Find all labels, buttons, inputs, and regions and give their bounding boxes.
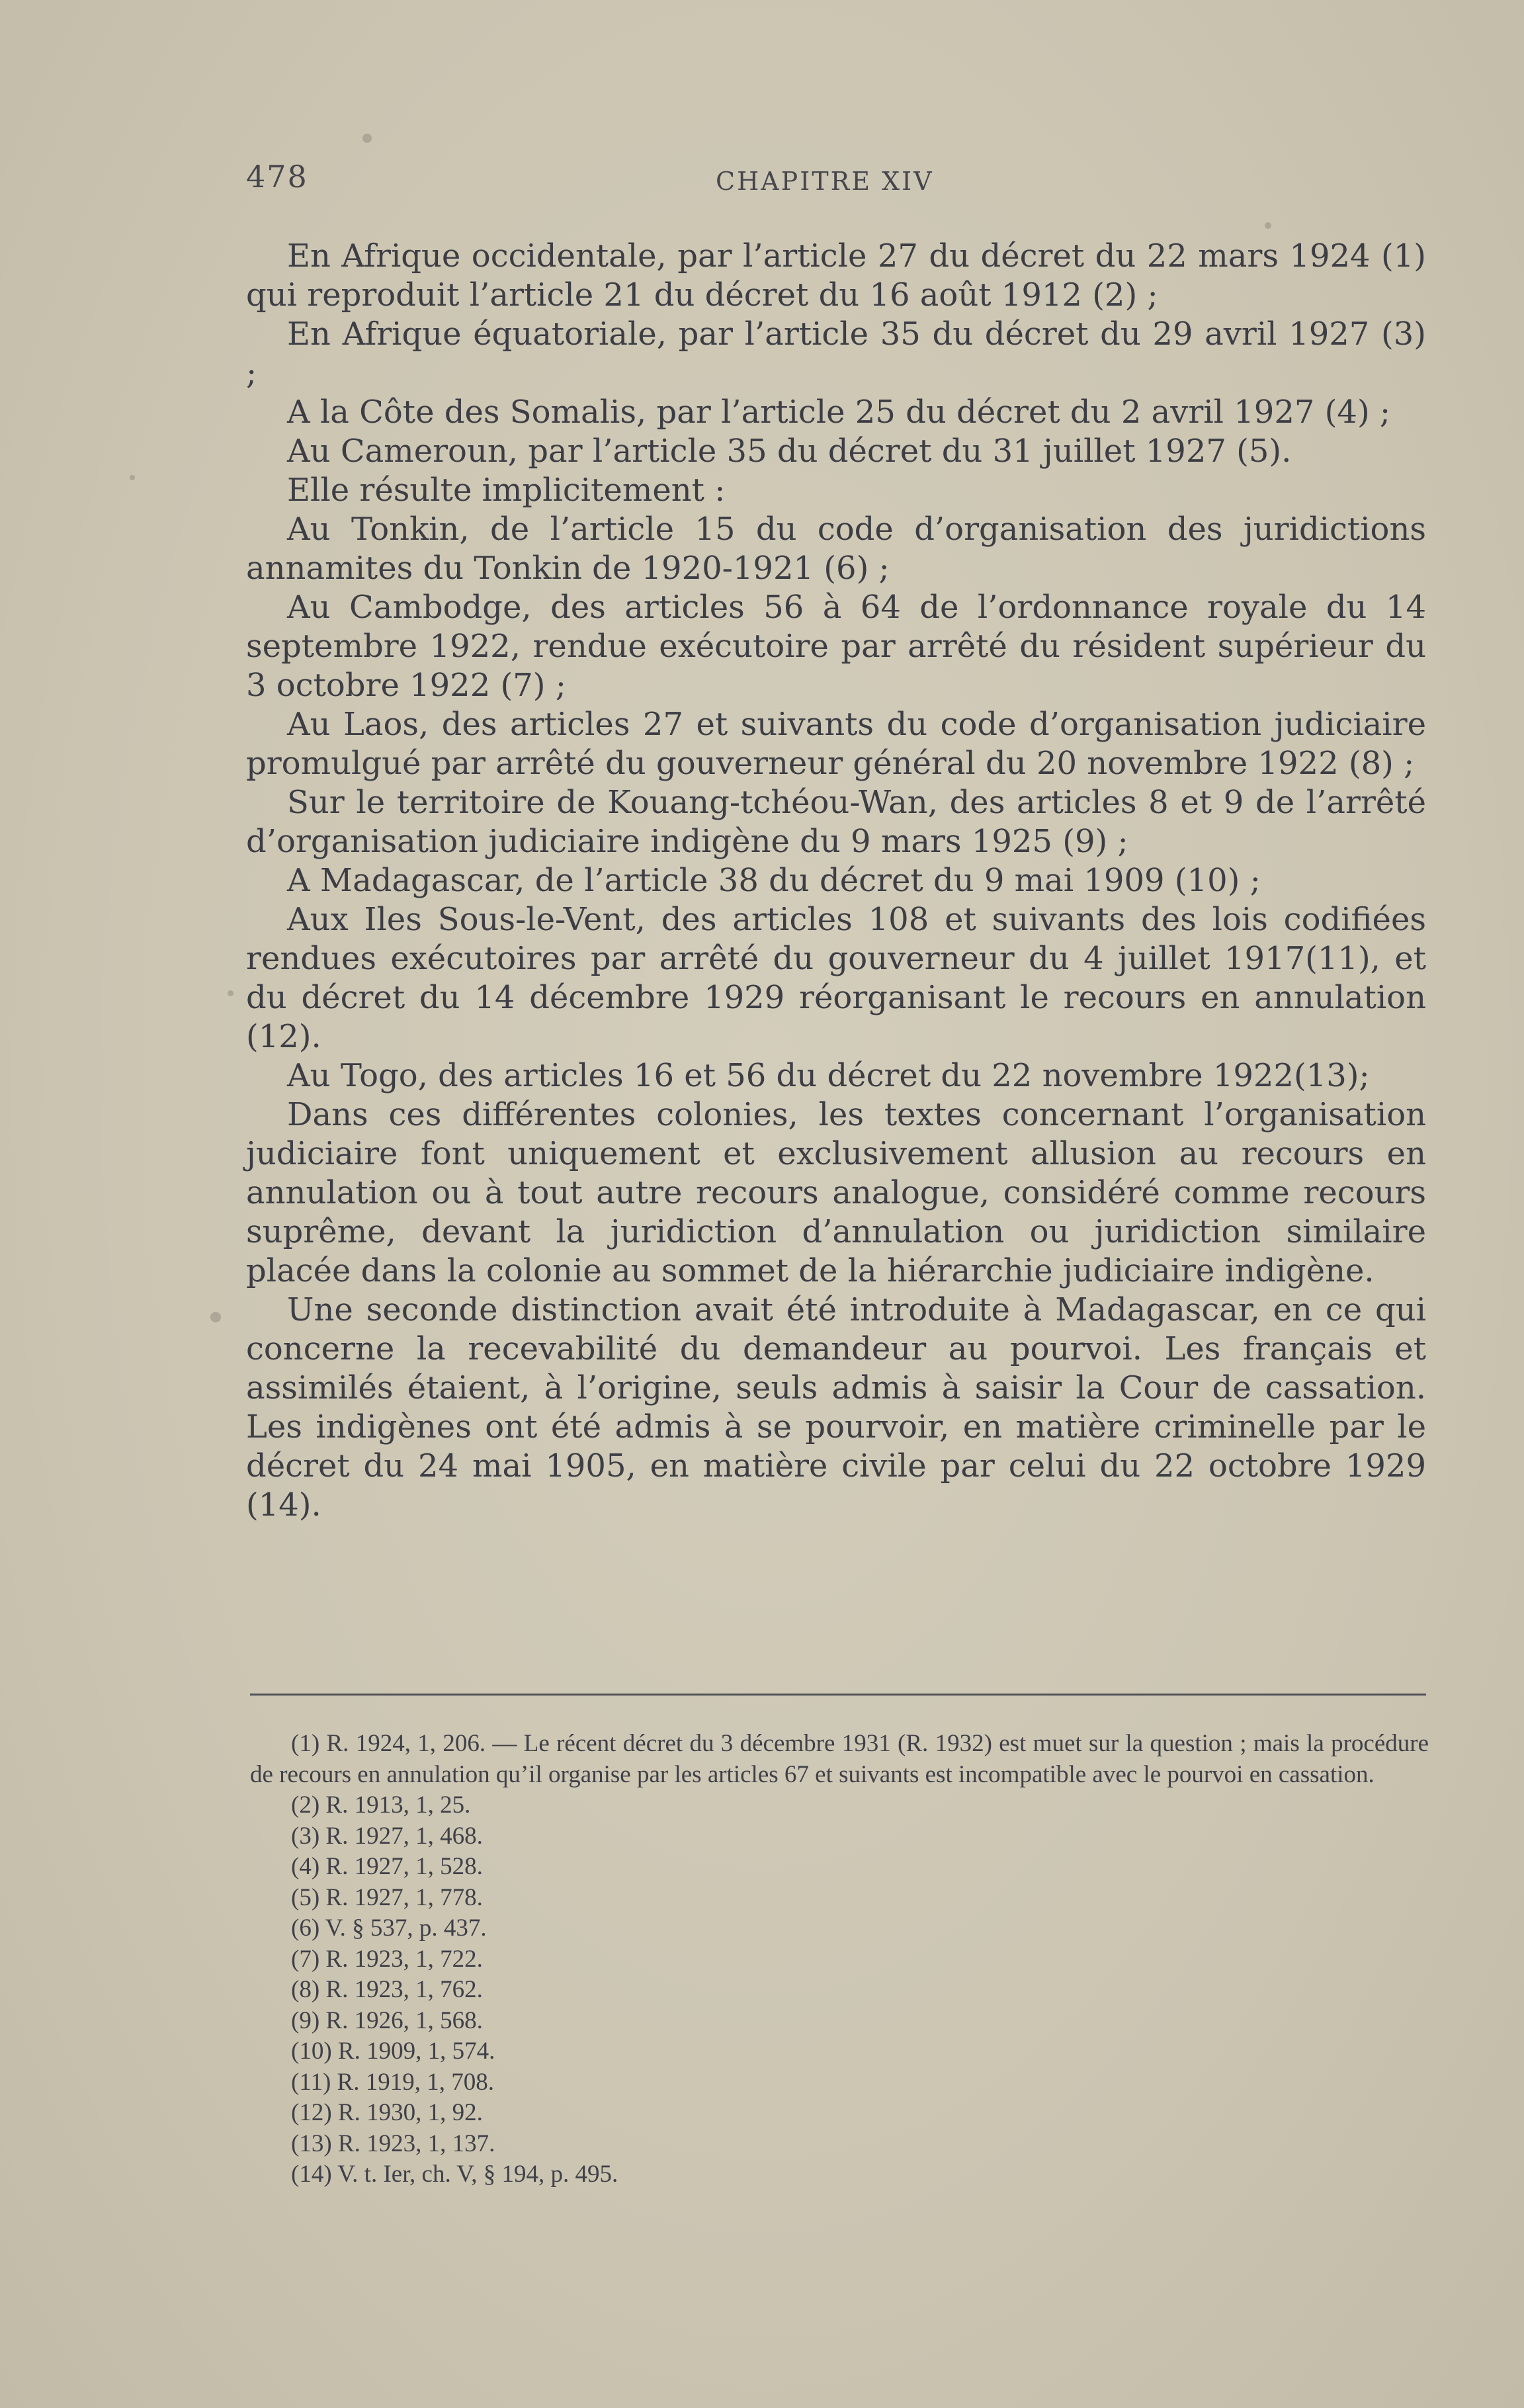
footnote: (10) R. 1909, 1, 574. bbox=[291, 2038, 495, 2065]
paper-speck bbox=[228, 990, 233, 996]
footnote: (3) R. 1927, 1, 468. bbox=[291, 1822, 483, 1850]
page-header bbox=[246, 159, 1430, 205]
paragraph: Dans ces différentes colonies, les textes concernant l’organisation judiciaire font uniquement et exclusivement allusion au recours en annulation ou à tout autre recours analogue, considéré comme recours suprême, devant la juridiction d’annulation ou juridiction similaire placée dans la colonie au sommet de la hiérarchie judiciaire indigène. bbox=[246, 1096, 1426, 1289]
paragraph: A la Côte des Somalis, par l’article 25 du décret du 2 avril 1927 (4) ; bbox=[287, 394, 1391, 431]
footnote: (4) R. 1927, 1, 528. bbox=[291, 1853, 483, 1880]
footnote: (1) R. 1924, 1, 206. — Le récent décret du 3 décembre 1931 (R. 1932) est muet sur la question ; mais la procédure de recours en annulation qu’il organise par les articles 67 et suivants est incompatible avec le pourvoi en cassation. bbox=[250, 1730, 1429, 1788]
paragraph: A Madagascar, de l’article 38 du décret du 9 mai 1909 (10) ; bbox=[287, 862, 1261, 899]
footnote: (13) R. 1923, 1, 137. bbox=[291, 2129, 495, 2157]
paragraph: Sur le territoire de Kouang-tchéou-Wan, des articles 8 et 9 de l’arrêté d’organisation judiciaire indigène du 9 mars 1925 (9) ; bbox=[246, 784, 1426, 860]
paragraph: Au Tonkin, de l’article 15 du code d’organisation des juridictions annamites du Tonkin de 1920-1921 (6) ; bbox=[246, 511, 1426, 587]
paper-speck bbox=[210, 1312, 221, 1322]
footnote: (9) R. 1926, 1, 568. bbox=[291, 2006, 483, 2034]
footnote: (14) V. t. Ier, ch. V, § 194, p. 495. bbox=[291, 2161, 618, 2188]
paragraph: Elle résulte implicitement : bbox=[287, 472, 726, 509]
paper-speck bbox=[130, 475, 135, 480]
paragraph: Une seconde distinction avait été introduite à Madagascar, en ce qui concerne la recevabilité du demandeur au pourvoi. Les français et assimilés étaient, à l’origine, seuls admis à saisir la Cour de cassation. Les indigènes ont été admis à se pourvoir, en matière criminelle par le décret du 24 mai 1905, en matière civile par celui du 22 octobre 1929 (14). bbox=[246, 1291, 1426, 1524]
footnote: (5) R. 1927, 1, 778. bbox=[291, 1883, 483, 1911]
paragraph: Au Cambodge, des articles 56 à 64 de l’ordonnance royale du 14 septembre 1922, rendue exécutoire par arrêté du résident supérieur du 3 octobre 1922 (7) ; bbox=[246, 589, 1426, 704]
paragraph: Au Cameroun, par l’article 35 du décret du 31 juillet 1927 (5). bbox=[287, 433, 1292, 470]
page-number: 478 bbox=[246, 159, 308, 194]
paragraph: Au Laos, des articles 27 et suivants du code d’organisation judiciaire promulgué par arrêté du gouverneur général du 20 novembre 1922 (8) ; bbox=[246, 706, 1426, 782]
footnote: (11) R. 1919, 1, 708. bbox=[291, 2068, 494, 2096]
footnote: (7) R. 1923, 1, 722. bbox=[291, 1945, 483, 1973]
footnote: (6) V. § 537, p. 437. bbox=[291, 1914, 487, 1942]
footnote: (2) R. 1913, 1, 25. bbox=[291, 1791, 471, 1819]
running-head: CHAPITRE XIV bbox=[716, 167, 934, 196]
body-text bbox=[246, 237, 1426, 1525]
paragraph: En Afrique équatoriale, par l’article 35 du décret du 29 avril 1927 (3) ; bbox=[246, 316, 1426, 392]
footnotes bbox=[250, 1729, 1429, 2190]
paragraph: Au Togo, des articles 16 et 56 du décret du 22 novembre 1922(13); bbox=[287, 1057, 1370, 1094]
paragraph: En Afrique occidentale, par l’article 27 du décret du 22 mars 1924 (1) qui reproduit l’article 21 du décret du 16 août 1912 (2) ; bbox=[246, 237, 1426, 314]
footnote: (12) R. 1930, 1, 92. bbox=[291, 2099, 483, 2126]
paragraph: Aux Iles Sous-le-Vent, des articles 108 et suivants des lois codifiées rendues exécutoires par arrêté du gouverneur du 4 juillet 1917(11), et du décret du 14 décembre 1929 réorganisant le recours en annulation (12). bbox=[246, 901, 1426, 1055]
paper-speck bbox=[1265, 222, 1271, 229]
footnote: (8) R. 1923, 1, 762. bbox=[291, 1976, 483, 2003]
footnote-divider bbox=[250, 1694, 1426, 1696]
paper-speck bbox=[362, 134, 372, 143]
